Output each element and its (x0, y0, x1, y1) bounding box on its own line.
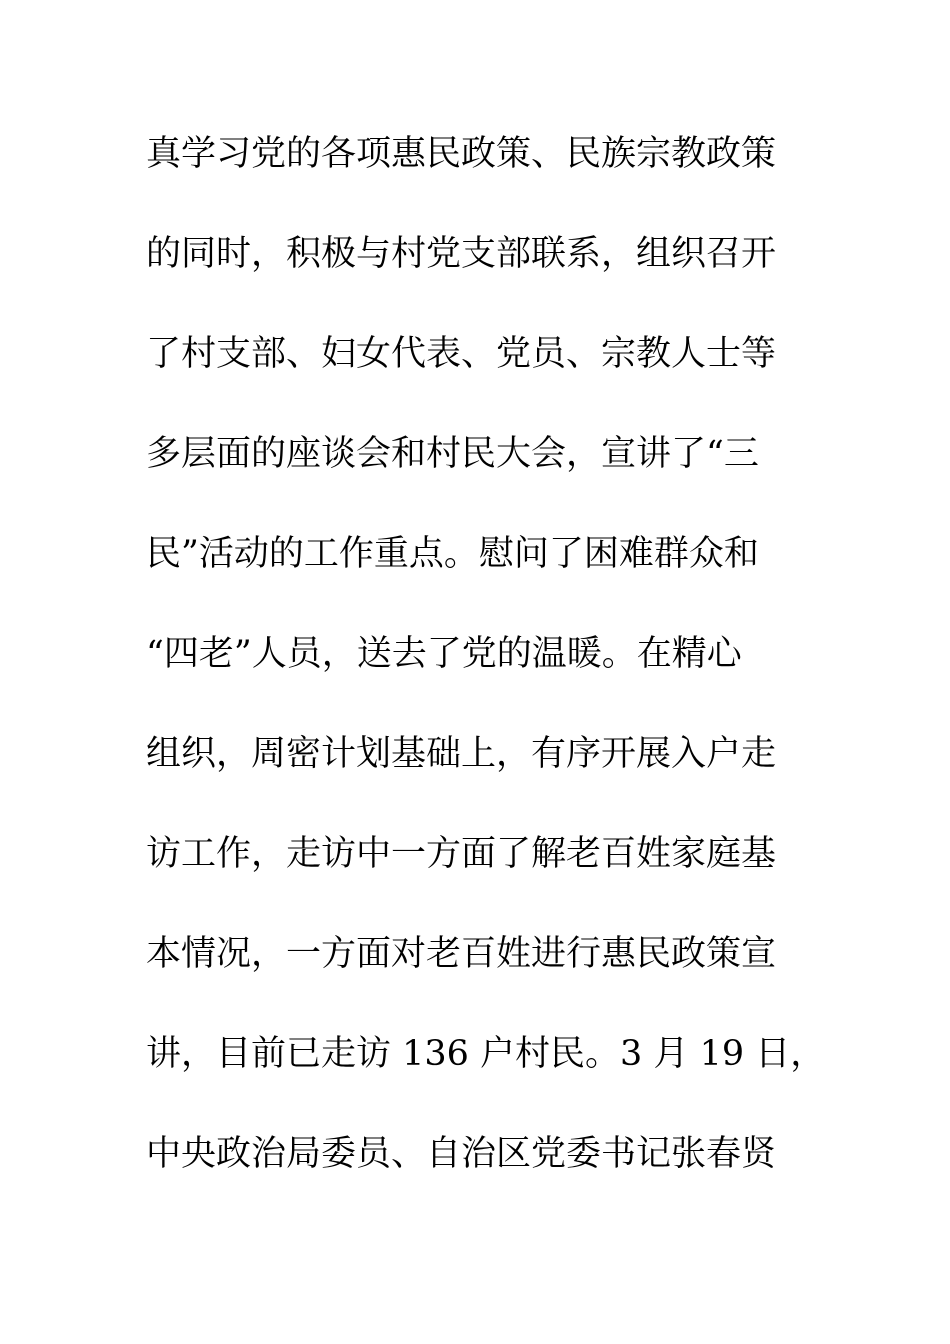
text-line: 本情况，一方面对老百姓进行惠民政策宣 (146, 934, 777, 974)
text-line: 中央政治局委员、自治区党委书记张春贤 (146, 1134, 777, 1174)
text-line: 多层面的座谈会和村民大会，宣讲了“三 (146, 434, 759, 474)
text-line: “四老”人员，送去了党的温暖。在精心 (146, 634, 742, 674)
text-line: 访工作，走访中一方面了解老百姓家庭基 (146, 834, 777, 874)
text-line: 讲，目前已走访 136 户村民。3 月 19 日， (146, 1034, 826, 1074)
text-line: 了村支部、妇女代表、党员、宗教人士等 (146, 334, 777, 374)
text-line: 组织，周密计划基础上，有序开展入户走 (146, 734, 777, 774)
text-line: 民”活动的工作重点。慰问了困难群众和 (146, 534, 759, 574)
body-paragraph (146, 124, 826, 1224)
text-line: 的同时，积极与村党支部联系，组织召开 (146, 234, 777, 274)
text-line: 真学习党的各项惠民政策、民族宗教政策 (146, 134, 777, 174)
